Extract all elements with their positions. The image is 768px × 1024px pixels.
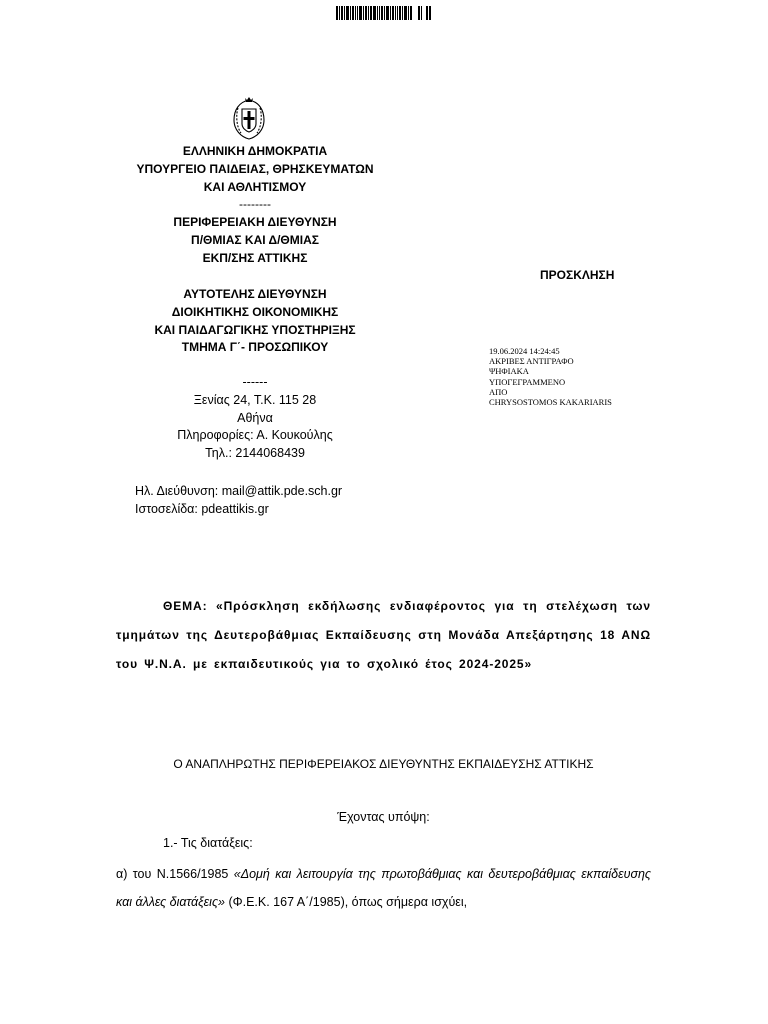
signature-line: ΑΚΡΙΒΕΣ ΑΝΤΙΓΡΑΦΟ <box>489 356 574 367</box>
ministry-line-1: ΥΠΟΥΡΓΕΙΟ ΠΑΙΔΕΙΑΣ, ΘΡΗΣΚΕΥΜΑΤΩΝ <box>136 161 374 176</box>
signature-line: ΑΠΟ <box>489 386 508 397</box>
city: Αθήνα <box>237 410 273 425</box>
regional-line-2: Π/ΘΜΙΑΣ ΚΑΙ Δ/ΘΜΙΑΣ <box>191 232 319 247</box>
website: Ιστοσελίδα: pdeattikis.gr <box>135 502 269 516</box>
address: Ξενίας 24, Τ.Κ. 115 28 <box>193 392 317 407</box>
signature-line: ΨΗΦΙΑΚΑ <box>489 366 529 377</box>
law-title: «Δομή και λειτουργία της πρωτοβάθμιας και δευτεροβάθμιας εκπαίδευσης και άλλες διατάξεις» <box>116 867 651 909</box>
issuer-header <box>110 143 400 214</box>
info-contact: Πληροφορίες: Α. Κουκούλης <box>177 428 333 443</box>
subject-text: ΘΕΜΑ: «Πρόσκληση εκδήλωσης ενδιαφέροντος για τη στελέχωση των τμημάτων της Δευτεροβάθμιας Εκπαίδευσης στη Μονάδα Απεξάρτησης 18 ΑΝΩ του Ψ.Ν.Α. με εκπαιδευτικούς για το σχολικό έτος 2024-2025» <box>116 599 651 671</box>
digital-signature-stamp <box>489 346 612 407</box>
provisions-item-1: 1.- Τις διατάξεις: <box>163 836 253 850</box>
dept-line-3: ΚΑΙ ΠΑΙΔΑΓΩΓΙΚΗΣ ΥΠΟΣΤΗΡΙΞΗΣ <box>154 322 356 337</box>
regional-line-1: ΠΕΡΙΦΕΡΕΙΑΚΗ ΔΙΕΥΘΥΝΣΗ <box>173 215 337 229</box>
provision-paragraph-a <box>116 860 651 916</box>
separator: ------ <box>242 375 268 389</box>
director-title: Ο ΑΝΑΠΛΗΡΩΤΗΣ ΠΕΡΙΦΕΡΕΙΑΚΟΣ ΔΙΕΥΘΥΝΤΗΣ ΕΚΠΑΙΔΕΥΣΗΣ ΑΤΤΙΚΗΣ <box>173 757 594 771</box>
signature-timestamp: 19.06.2024 14:24:45 <box>489 346 560 356</box>
ministry-line-2: ΚΑΙ ΑΘΛΗΤΙΣΜΟΥ <box>203 179 307 194</box>
document-type-label: ΠΡΟΣΚΛΗΣΗ <box>540 268 615 282</box>
electronic-contact <box>135 482 342 518</box>
barcode-icon <box>336 6 432 20</box>
para-suffix: (Φ.Ε.Κ. 167 Α΄/1985), όπως σήμερα ισχύει, <box>224 895 468 909</box>
dept-line-2: ΔΙΟΙΚΗΤΙΚΗΣ ΟΙΚΟΝΟΜΙΚΗΣ <box>171 304 339 319</box>
separator: -------- <box>239 197 271 212</box>
republic-title: ΕΛΛΗΝΙΚΗ ΔΗΜΟΚΡΑΤΙΑ <box>182 144 328 158</box>
regional-directorate <box>110 214 400 267</box>
phone: Τηλ.: 2144068439 <box>205 446 305 461</box>
dept-line-1: ΑΥΤΟΤΕΛΗΣ ΔΙΕΥΘΥΝΣΗ <box>183 287 327 301</box>
greek-coat-of-arms-icon <box>229 96 269 142</box>
subject-paragraph <box>116 592 651 679</box>
contact-block <box>110 374 400 463</box>
para-prefix: α) του Ν.1566/1985 <box>116 867 234 881</box>
department-block <box>110 286 400 357</box>
regional-line-3: ΕΚΠ/ΣΗΣ ΑΤΤΙΚΗΣ <box>202 250 308 265</box>
email-address: Ηλ. Διεύθυνση: mail@attik.pde.sch.gr <box>135 484 343 498</box>
signer-name: CHRYSOSTOMOS KAKARIARIS <box>489 397 612 408</box>
considering-heading: Έχοντας υπόψη: <box>337 810 430 824</box>
signature-line: ΥΠΟΓΕΓΡΑΜΜΕΝΟ <box>489 376 566 387</box>
dept-line-4: ΤΜΗΜΑ Γ΄- ΠΡΟΣΩΠΙΚΟΥ <box>181 340 329 355</box>
